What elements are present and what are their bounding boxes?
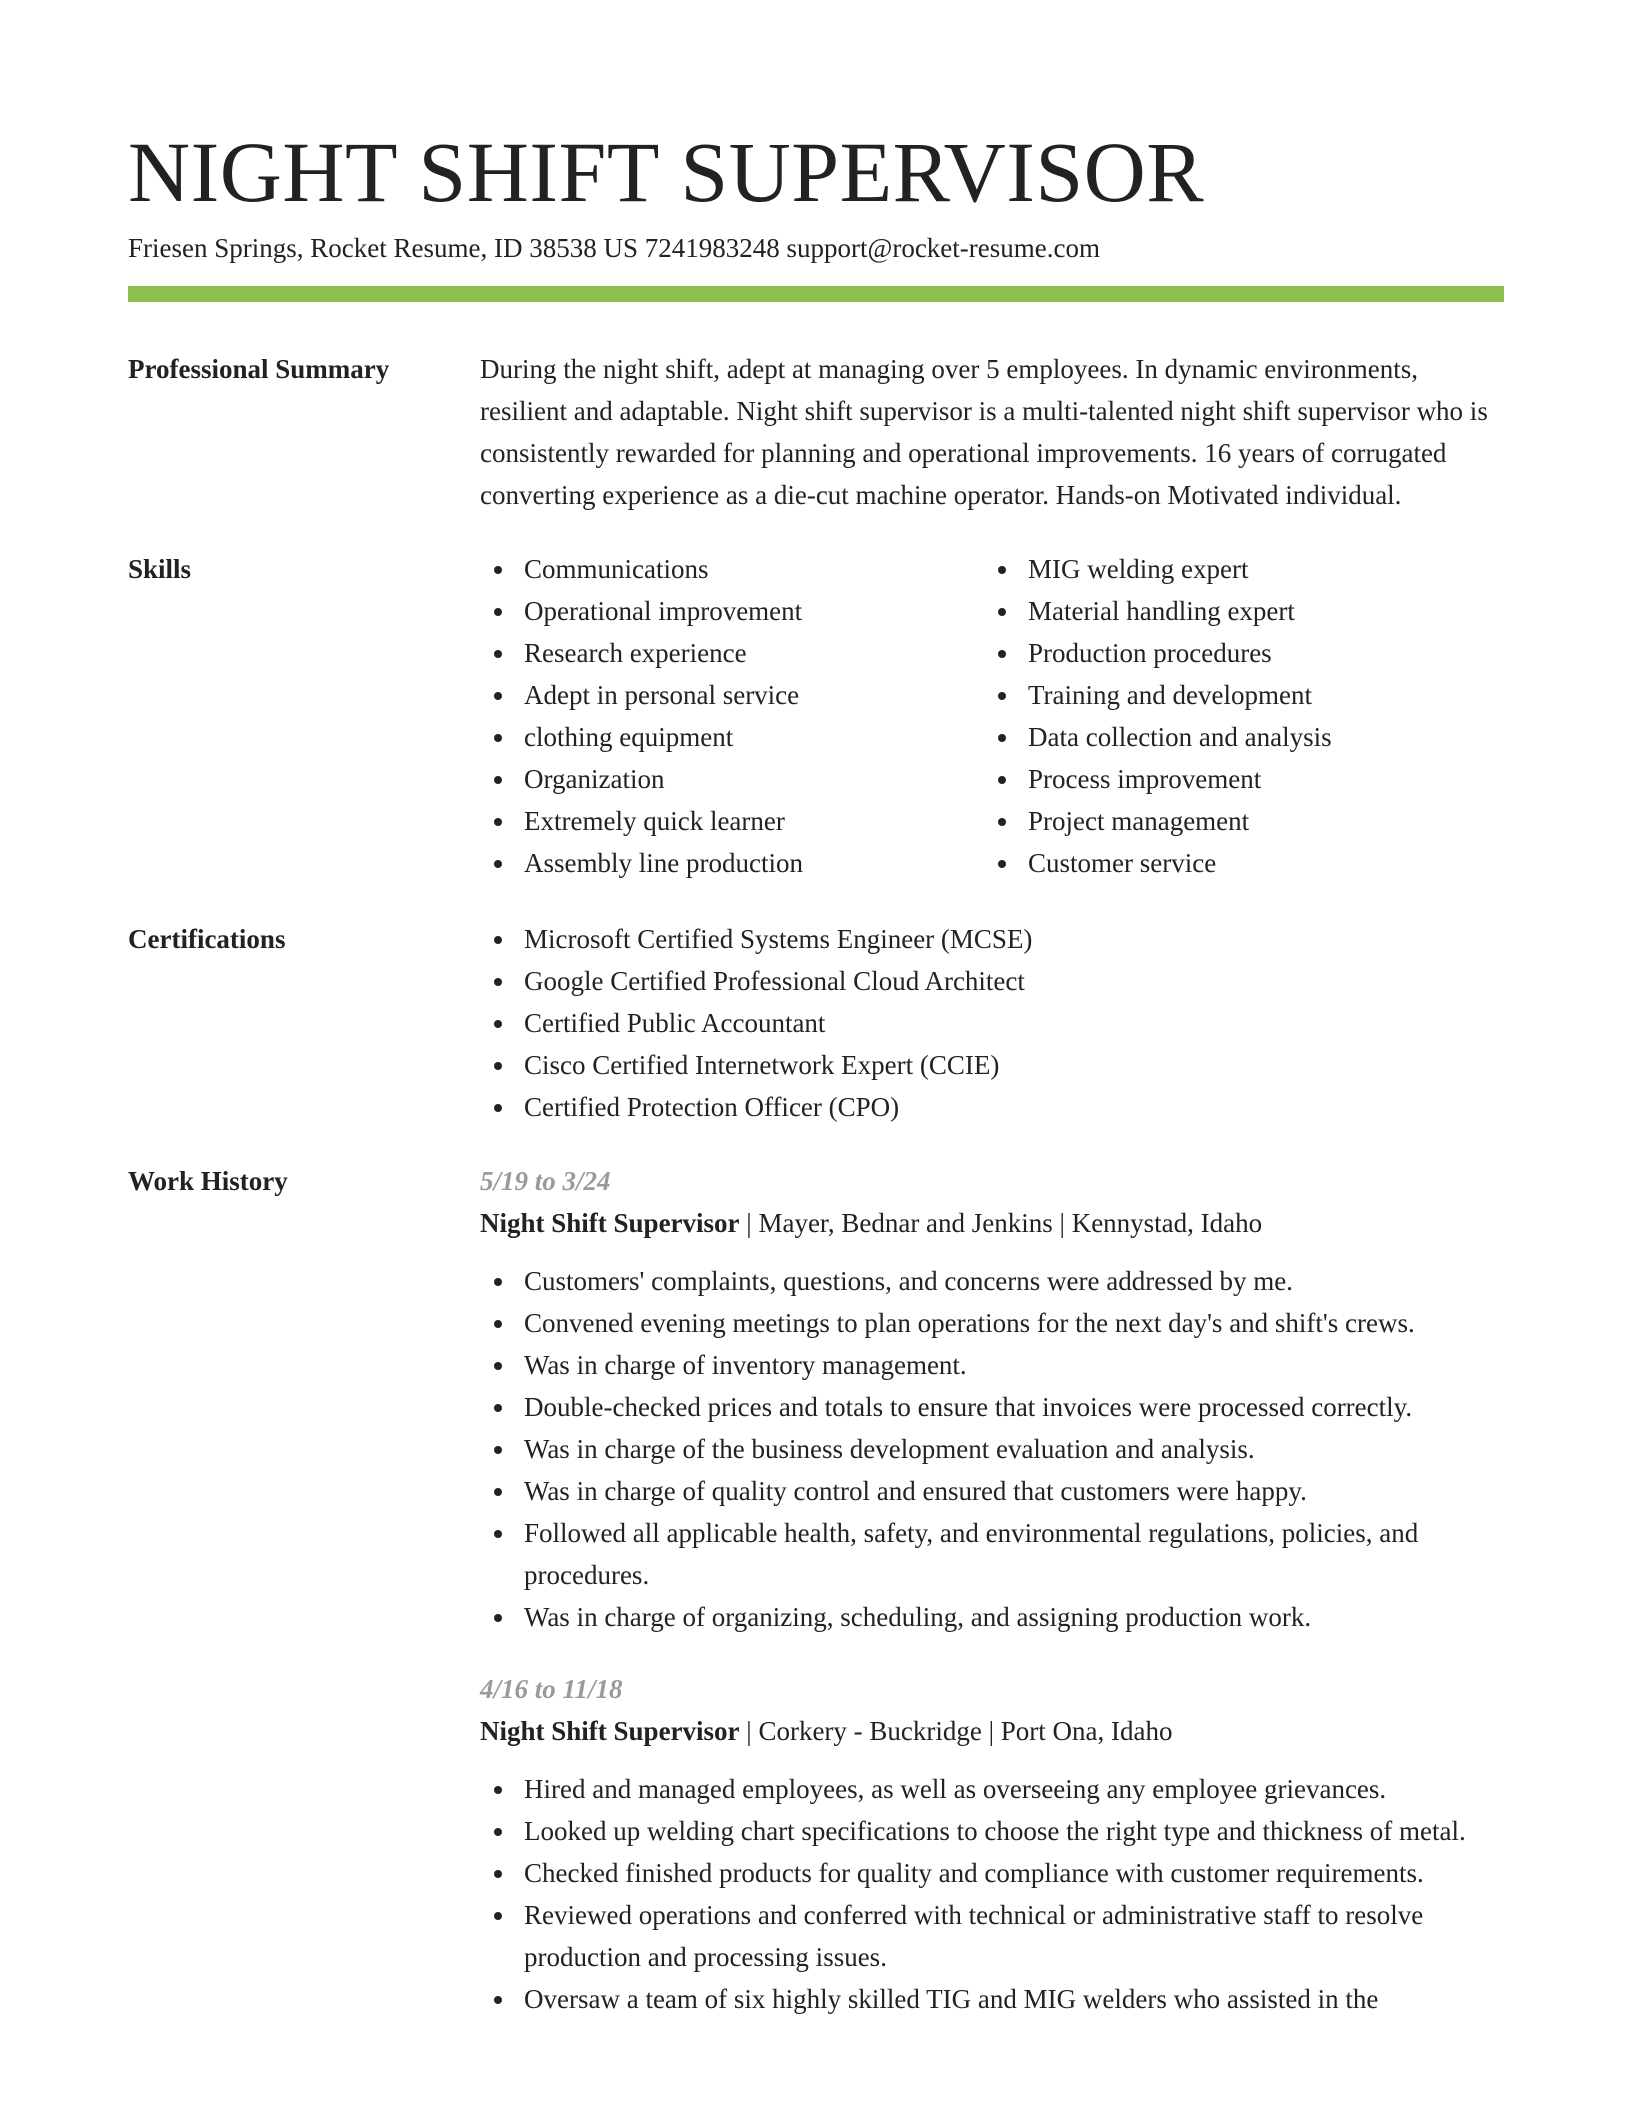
accent-divider xyxy=(128,286,1504,302)
resume-sections xyxy=(128,348,1504,2082)
job-duties-list xyxy=(480,1768,1504,2020)
job-employer-location: | Corkery - Buckridge | Port Ona, Idaho xyxy=(739,1716,1173,1746)
certification-item: Certified Public Accountant xyxy=(480,1002,1504,1044)
certification-item: Cisco Certified Internetwork Expert (CCIE) xyxy=(480,1044,1504,1086)
job-duty: Followed all applicable health, safety, and environmental regulations, policies, and procedures. xyxy=(480,1512,1504,1596)
skill-item: Operational improvement xyxy=(480,590,984,632)
job-dates: 5/19 to 3/24 xyxy=(480,1166,611,1196)
skill-item: Adept in personal service xyxy=(480,674,984,716)
skill-item: Process improvement xyxy=(984,758,1488,800)
work-history-body xyxy=(480,1160,1504,2050)
job-duty: Convened evening meetings to plan operations for the next day's and shift's crews. xyxy=(480,1302,1504,1344)
skill-item: Project management xyxy=(984,800,1488,842)
job-duty: Checked finished products for quality and compliance with customer requirements. xyxy=(480,1852,1504,1894)
job-duty: Double-checked prices and totals to ensure that invoices were processed correctly. xyxy=(480,1386,1504,1428)
job-duty: Looked up welding chart specifications to choose the right type and thickness of metal. xyxy=(480,1810,1504,1852)
job-duty: Was in charge of organizing, scheduling, and assigning production work. xyxy=(480,1596,1504,1638)
job-title: Night Shift Supervisor xyxy=(480,1208,740,1238)
job-entry xyxy=(480,1668,1504,2020)
job-employer-location: | Mayer, Bednar and Jenkins | Kennystad, Idaho xyxy=(739,1208,1263,1238)
skill-item: Research experience xyxy=(480,632,984,674)
skills-columns xyxy=(480,548,1504,884)
skill-item: Production procedures xyxy=(984,632,1488,674)
job-duty: Hired and managed employees, as well as overseeing any employee grievances. xyxy=(480,1768,1504,1810)
section-title-work-history: Work History xyxy=(128,1166,288,1196)
certification-item: Microsoft Certified Systems Engineer (MCSE) xyxy=(480,918,1504,960)
resume-name: NIGHT SHIFT SUPERVISOR xyxy=(128,124,1205,220)
contact-line: Friesen Springs, Rocket Resume, ID 38538 US 7241983248 support@rocket-resume.com xyxy=(128,233,1100,263)
certification-item: Google Certified Professional Cloud Architect xyxy=(480,960,1504,1002)
job-duties-list xyxy=(480,1260,1504,1638)
job-heading xyxy=(480,1710,1504,1752)
skill-item: Data collection and analysis xyxy=(984,716,1488,758)
job-entry xyxy=(480,1160,1504,1638)
skill-item: clothing equipment xyxy=(480,716,984,758)
job-duty: Was in charge of the business development evaluation and analysis. xyxy=(480,1428,1504,1470)
skill-item: Training and development xyxy=(984,674,1488,716)
job-duty: Reviewed operations and conferred with technical or administrative staff to resolve production and processing issues. xyxy=(480,1894,1504,1978)
summary-text: During the night shift, adept at managing over 5 employees. In dynamic environments, resilient and adaptable. Night shift supervisor is a multi-talented night shift supervisor who is consistently rewarded for planning and operational improvements. 16 years of corrugated converting experience as a die-cut machine operator. Hands-on Motivated individual. xyxy=(480,354,1488,510)
job-duty: Oversaw a team of six highly skilled TIG and MIG welders who assisted in the xyxy=(480,1978,1504,2020)
job-duty: Was in charge of quality control and ensured that customers were happy. xyxy=(480,1470,1504,1512)
job-heading xyxy=(480,1202,1504,1244)
section-title-summary: Professional Summary xyxy=(128,354,390,384)
skills-list-right xyxy=(984,548,1488,884)
certification-item: Certified Protection Officer (CPO) xyxy=(480,1086,1504,1128)
section-title-certifications: Certifications xyxy=(128,924,286,954)
work-history-section xyxy=(128,1160,1504,2050)
section-title-skills: Skills xyxy=(128,554,192,584)
job-duty: Customers' complaints, questions, and concerns were addressed by me. xyxy=(480,1260,1504,1302)
job-dates: 4/16 to 11/18 xyxy=(480,1674,623,1704)
skill-item: Communications xyxy=(480,548,984,590)
skill-item: Assembly line production xyxy=(480,842,984,884)
certifications-section xyxy=(128,918,1504,1128)
skill-item: Material handling expert xyxy=(984,590,1488,632)
skill-item: Extremely quick learner xyxy=(480,800,984,842)
job-title: Night Shift Supervisor xyxy=(480,1716,740,1746)
certifications-list xyxy=(480,918,1504,1128)
skills-section xyxy=(128,548,1504,884)
certifications-body xyxy=(480,918,1504,1128)
skills-list-left xyxy=(480,548,984,884)
skill-item: Organization xyxy=(480,758,984,800)
skill-item: Customer service xyxy=(984,842,1488,884)
skill-item: MIG welding expert xyxy=(984,548,1488,590)
summary-section xyxy=(128,348,1504,516)
job-duty: Was in charge of inventory management. xyxy=(480,1344,1504,1386)
